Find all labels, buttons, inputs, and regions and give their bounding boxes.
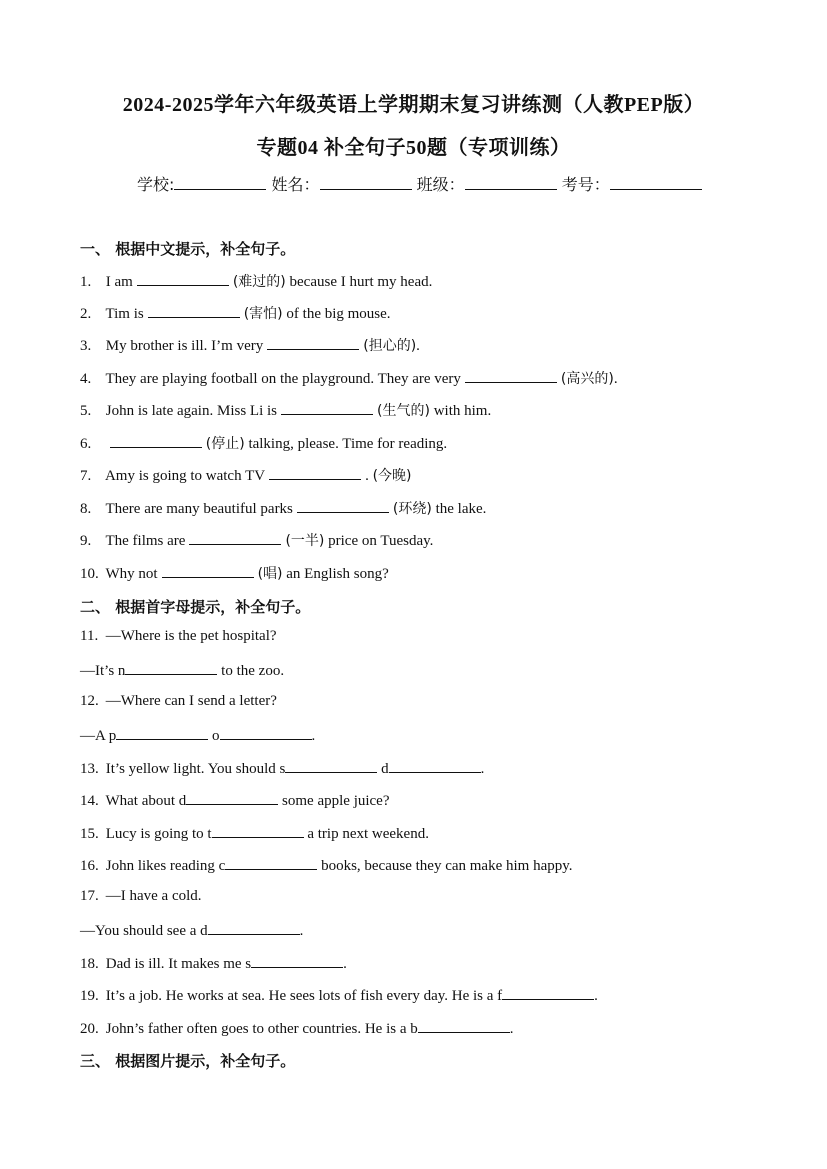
question-12: 12. —Where can I send a letter? <box>80 693 277 709</box>
answer-blank[interactable] <box>148 303 240 318</box>
question-7: 7. Amy is going to watch TV . (今晚) <box>80 465 412 485</box>
question-10: 10. Why not (唱) an English song? <box>80 563 389 583</box>
section-heading-1: 一、 根据中文提示，补全句子。 <box>80 240 296 258</box>
answer-blank[interactable] <box>297 498 389 513</box>
answer-blank[interactable] <box>208 920 300 935</box>
answer-blank[interactable] <box>162 563 254 578</box>
question-14: 14. What about d some apple juice? <box>80 790 390 810</box>
answer-blank[interactable] <box>281 400 373 415</box>
question-5: 5. John is late again. Miss Li is (生气的) with him. <box>80 400 491 420</box>
question-17: 17. —I have a cold. <box>80 888 202 904</box>
question-18: 18. Dad is ill. It makes me s . <box>80 953 347 973</box>
exam-number-field[interactable] <box>610 173 702 190</box>
answer-blank[interactable] <box>186 790 278 805</box>
student-info-row <box>137 172 702 195</box>
question-17-response: —You should see a d . <box>80 920 303 940</box>
page-title: 2024-2025学年六年级英语上学期期末复习讲练测（人教PEP版） <box>122 94 705 116</box>
answer-blank[interactable] <box>125 660 217 675</box>
class-label: 班级： <box>416 175 465 194</box>
question-20: 20. John’s father often goes to other countries. He is a b . <box>80 1018 514 1038</box>
answer-blank[interactable] <box>389 758 481 773</box>
question-19: 19. It’s a job. He works at sea. He sees lots of fish every day. He is a f . <box>80 985 598 1005</box>
answer-blank[interactable] <box>267 335 359 350</box>
question-1: 1. I am (难过的) because I hurt my head. <box>80 271 432 291</box>
answer-blank[interactable] <box>502 985 594 1000</box>
answer-blank[interactable] <box>465 368 557 383</box>
question-2: 2. Tim is (害怕) of the big mouse. <box>80 303 391 323</box>
class-field[interactable] <box>465 173 557 190</box>
answer-blank[interactable] <box>220 725 312 740</box>
answer-blank[interactable] <box>225 855 317 870</box>
answer-blank[interactable] <box>212 823 304 838</box>
question-9: 9. The films are (一半) price on Tuesday. <box>80 530 433 550</box>
school-field[interactable] <box>174 173 266 190</box>
answer-blank[interactable] <box>418 1018 510 1033</box>
page-subtitle: 专题04 补全句子50题（专项训练） <box>256 137 571 159</box>
question-3: 3. My brother is ill. I’m very (担心的). <box>80 335 420 355</box>
question-11: 11. —Where is the pet hospital? <box>80 628 277 644</box>
school-label: 学校: <box>137 175 175 194</box>
question-16: 16. John likes reading c books, because they can make him happy. <box>80 855 573 875</box>
section-heading-3: 三、 根据图片提示，补全句子。 <box>80 1052 296 1070</box>
name-label: 姓名： <box>271 175 320 194</box>
answer-blank[interactable] <box>137 271 229 286</box>
question-4: 4. They are playing football on the playground. They are very (高兴的). <box>80 368 618 388</box>
answer-blank[interactable] <box>110 433 202 448</box>
question-8: 8. There are many beautiful parks (环绕) the lake. <box>80 498 486 518</box>
answer-blank[interactable] <box>269 465 361 480</box>
section-heading-2: 二、 根据首字母提示，补全句子。 <box>80 598 311 616</box>
answer-blank[interactable] <box>189 530 281 545</box>
question-13: 13. It’s yellow light. You should s d . <box>80 758 484 778</box>
question-11-response: —It’s n to the zoo. <box>80 660 284 680</box>
answer-blank[interactable] <box>251 953 343 968</box>
question-6: 6. (停止) talking, please. Time for reading. <box>80 433 447 453</box>
answer-blank[interactable] <box>116 725 208 740</box>
question-12-response: —A p o . <box>80 725 315 745</box>
answer-blank[interactable] <box>285 758 377 773</box>
exam-number-label: 考号： <box>561 175 610 194</box>
name-field[interactable] <box>320 173 412 190</box>
question-15: 15. Lucy is going to t a trip next weekend. <box>80 823 429 843</box>
